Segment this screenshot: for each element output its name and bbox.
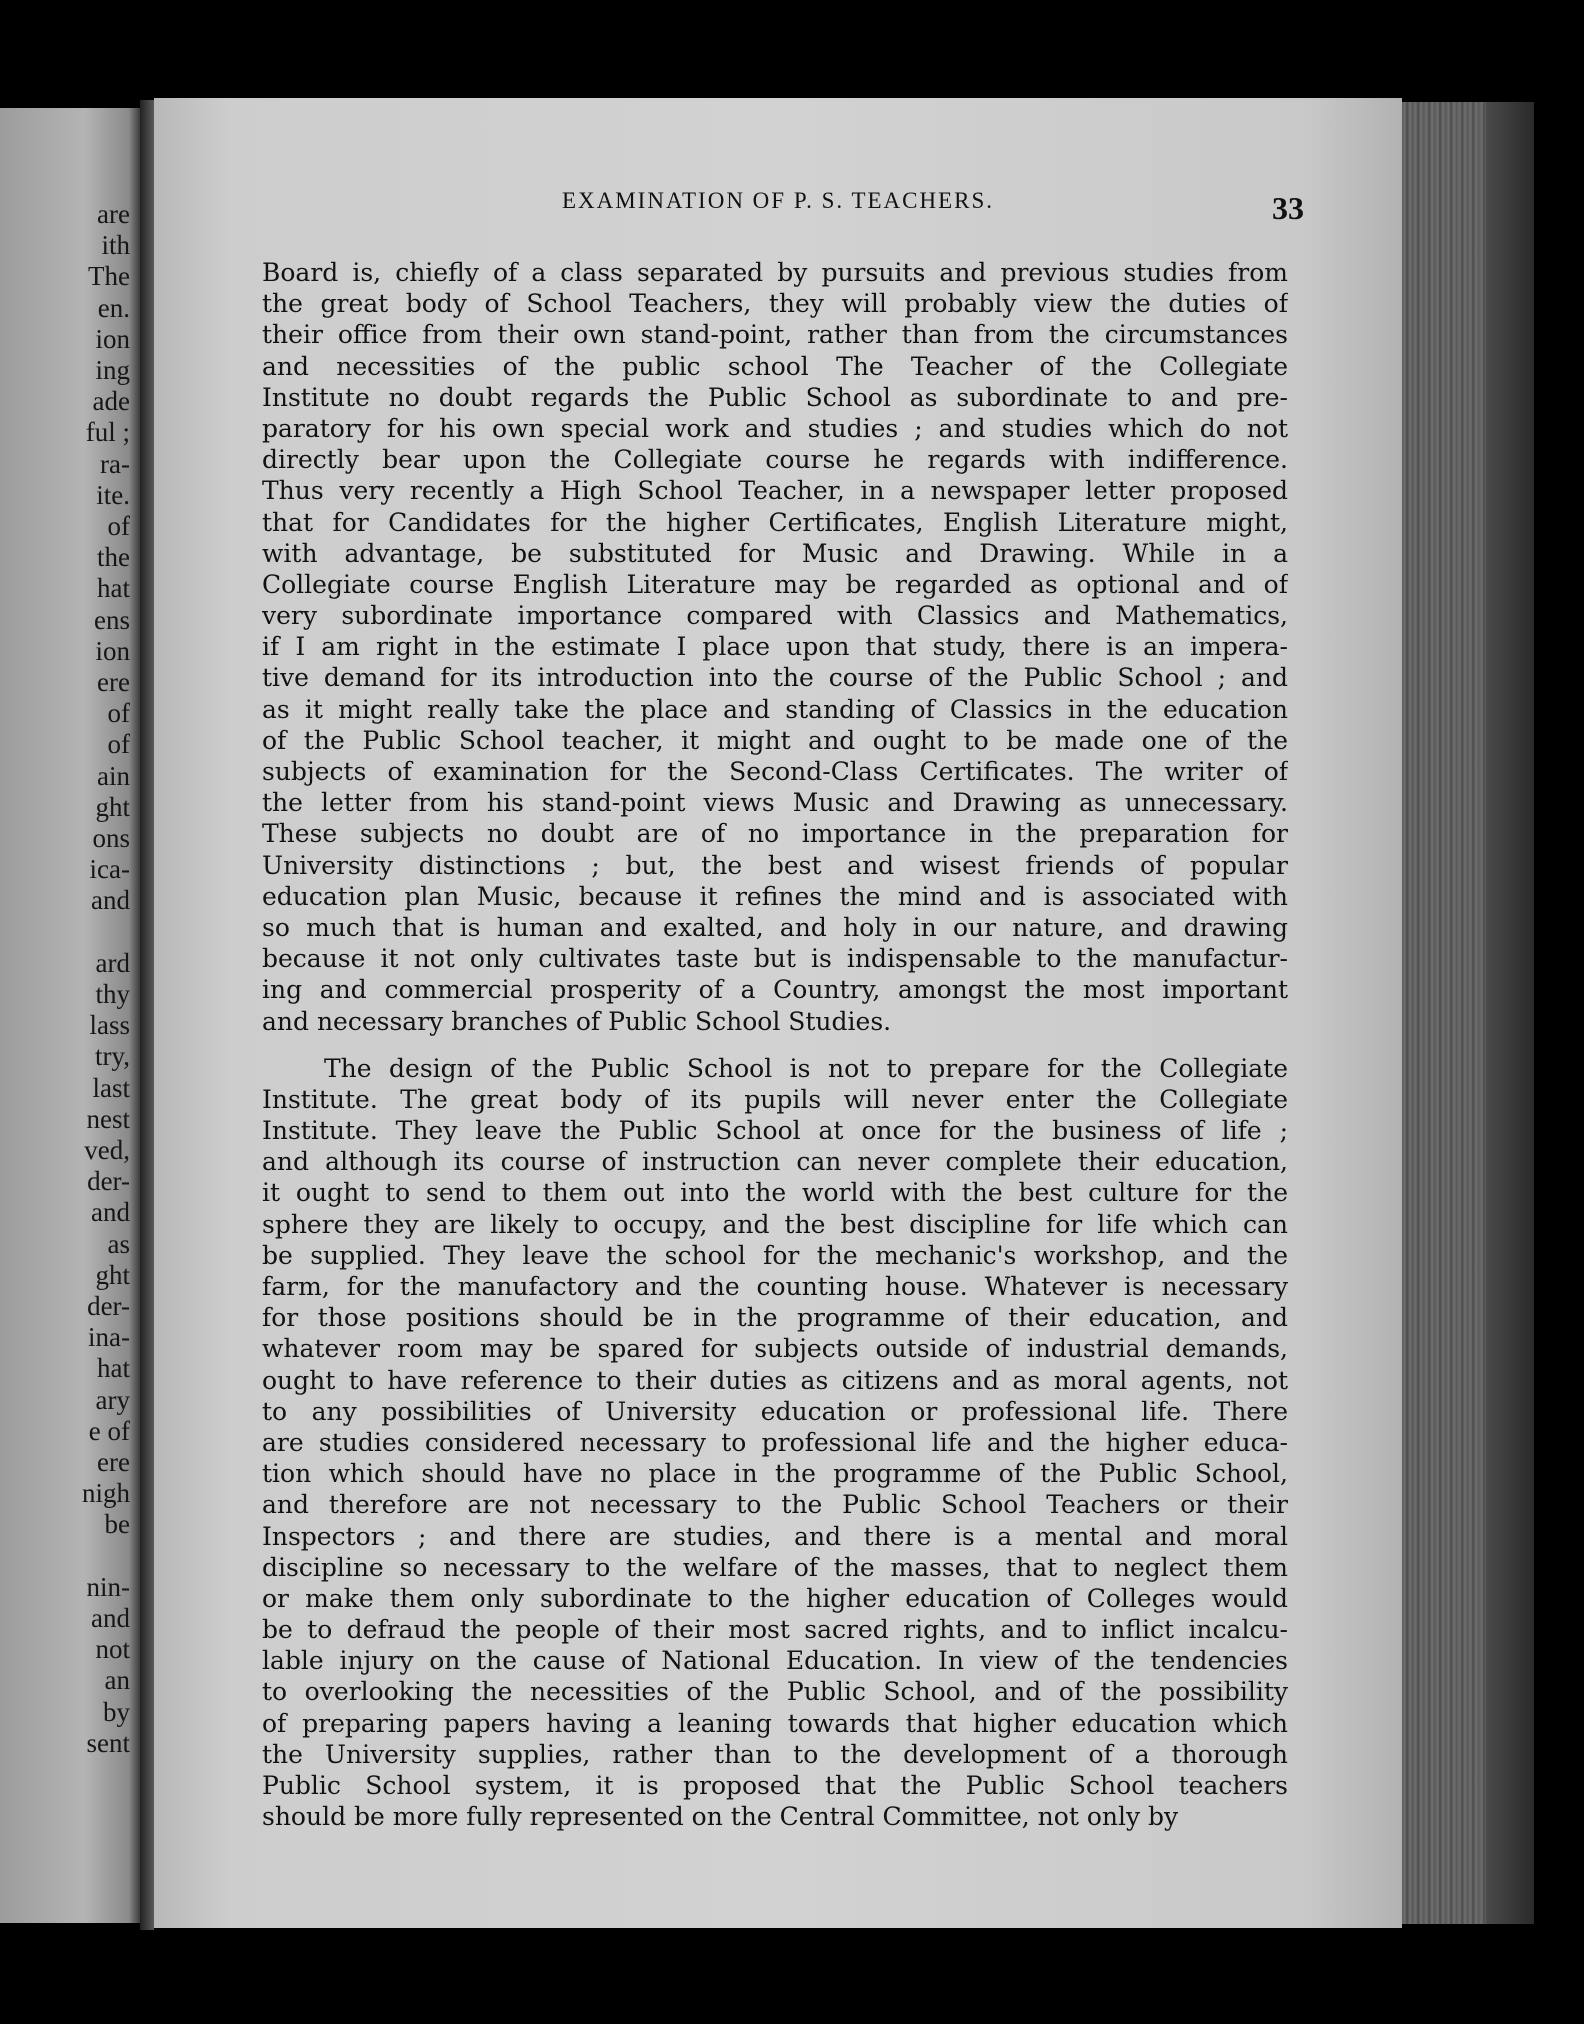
text-line: or make them only subordinate to the higher education of Colleges would — [262, 1583, 1288, 1613]
text-line: to any possibilities of University education or professional life. There — [262, 1396, 1288, 1426]
left-page-fragment: by — [103, 1696, 130, 1727]
left-page-fragment: ite. — [96, 479, 130, 510]
text-line: ought to have reference to their duties as citizens and as moral agents, not — [262, 1365, 1288, 1395]
running-head: EXAMINATION OF P. S. TEACHERS. — [561, 188, 995, 213]
left-page-fragment: ght — [95, 1259, 130, 1290]
text-line: for those positions should be in the programme of their education, and — [262, 1303, 1288, 1333]
left-page-fragment: e of — [88, 1415, 130, 1446]
left-page-fragment: nest — [86, 1103, 130, 1134]
text-line: The design of the Public School is not to prepare for the Collegiate — [324, 1053, 1288, 1083]
left-page-fragment: ere — [97, 1447, 130, 1477]
text-line: as it might really take the place and standing of Classics in the education — [262, 694, 1288, 724]
text-line: be to defraud the people of their most sacred rights, and to inflict incalcu- — [262, 1615, 1288, 1645]
left-page-fragment: of — [107, 729, 130, 760]
body-text — [262, 257, 1288, 1832]
paragraph-gap — [262, 1037, 1288, 1053]
text-line: because it not only cultivates taste but is indispensable to the manufactur- — [262, 944, 1288, 974]
text-line: should be more fully represented on the Central Committee, not only by — [262, 1802, 1179, 1832]
left-page-fragment: ere — [97, 667, 130, 697]
text-line: lable injury on the cause of National Education. In view of the tendencies — [262, 1646, 1288, 1676]
text-line: the letter from his stand-point views Music and Drawing as unnecessary. — [262, 788, 1288, 818]
left-page-fragment: ens — [94, 604, 130, 635]
left-page-fragment: sent — [86, 1727, 130, 1758]
text-line: whatever room may be spared for subjects outside of industrial demands, — [262, 1334, 1288, 1364]
left-page-fragment: last — [92, 1072, 130, 1103]
left-page-fragment: of — [107, 511, 130, 541]
left-page-fragment: ica- — [89, 854, 130, 885]
text-line: tion which should have no place in the programme of the Public School, — [262, 1459, 1288, 1489]
text-line: Institute no doubt regards the Public School as subordinate to and pre- — [262, 382, 1288, 412]
left-page-fragment: ina- — [88, 1322, 130, 1353]
left-page-fragment: of — [107, 698, 130, 729]
left-page-margin — [0, 108, 140, 1923]
left-page-fragment: ion — [95, 635, 130, 666]
text-line: the great body of School Teachers, they will probably view the duties of — [262, 289, 1288, 319]
text-line: Inspectors ; and there are studies, and there is a mental and moral — [262, 1521, 1288, 1551]
left-page-fragment: are — [97, 199, 130, 229]
left-page-fragment: der- — [87, 1166, 130, 1197]
left-page-fragment: ing — [95, 355, 130, 385]
text-line: paratory for his own special work and studies ; and studies which do not — [262, 413, 1288, 443]
text-line: of preparing papers having a leaning towards that higher education which — [262, 1708, 1288, 1738]
text-line: discipline so necessary to the welfare of the masses, that to neglect them — [262, 1552, 1288, 1582]
text-line: tive demand for its introduction into the course of the Public School ; and — [262, 663, 1288, 693]
text-line: if I am right in the estimate I place upon that study, there is an impera- — [262, 632, 1288, 662]
text-line: farm, for the manufactory and the counting house. Whatever is necessary — [262, 1272, 1288, 1301]
text-line: and necessities of the public school The Teacher of the Collegiate — [262, 351, 1288, 381]
text-line: University distinctions ; but, the best and wisest friends of popular — [262, 850, 1288, 880]
left-page-fragment: ard — [95, 947, 130, 978]
left-page-fragment: nin- — [86, 1571, 130, 1602]
left-page-fragment: hat — [97, 1353, 130, 1384]
left-page-fragment: ith — [101, 230, 130, 261]
text-line: are studies considered necessary to professional life and the higher educa- — [262, 1427, 1288, 1457]
text-line: that for Candidates for the higher Certificates, English Literature might, — [262, 507, 1288, 537]
left-page-fragment: as — [107, 1228, 130, 1259]
left-page-fragment: The — [88, 261, 130, 292]
text-line: it ought to send to them out into the world with the best culture for the — [262, 1178, 1288, 1208]
text-line: Institute. The great body of its pupils will never enter the Collegiate — [262, 1084, 1288, 1114]
left-page-fragment: an — [104, 1665, 130, 1696]
text-line: with advantage, be substituted for Music and Drawing. While in a — [262, 538, 1288, 568]
left-page-fragment: and — [91, 1603, 130, 1633]
left-page-fragment: ain — [97, 760, 130, 791]
left-page-fragment: ons — [92, 823, 130, 853]
text-line: so much that is human and exalted, and holy in our nature, and drawing — [262, 912, 1288, 942]
text-line: These subjects no doubt are of no importance in the preparation for — [262, 819, 1288, 849]
left-page-fragment: der- — [87, 1291, 130, 1321]
text-line: Thus very recently a High School Teacher, in a newspaper letter proposed — [262, 476, 1288, 506]
paragraph — [262, 257, 1288, 1037]
left-page-fragment: ion — [95, 323, 130, 354]
left-page-fragment: ved, — [84, 1135, 130, 1165]
left-page-fragment: try, — [95, 1041, 130, 1072]
left-page-fragment: ra- — [100, 448, 130, 479]
text-line: the University supplies, rather than to the development of a thorough — [262, 1739, 1288, 1769]
left-page-fragment: and — [91, 885, 130, 916]
left-page-fragment: hat — [97, 573, 130, 604]
text-line: and therefore are not necessary to the Public School Teachers or their — [262, 1490, 1288, 1520]
text-line: Institute. They leave the Public School at once for the business of life ; — [262, 1116, 1288, 1146]
text-line: to overlooking the necessities of the Public School, and of the possibility — [262, 1677, 1288, 1707]
left-page-fragment: thy — [95, 979, 130, 1009]
text-line: Board is, chiefly of a class separated by pursuits and previous studies from — [262, 258, 1288, 287]
text-line: of the Public School teacher, it might and ought to be made one of the — [262, 725, 1288, 755]
page-edges — [1402, 102, 1534, 1924]
left-page-fragment: ful ; — [85, 417, 130, 448]
text-line: their office from their own stand-point, rather than from the circumstances — [262, 320, 1288, 350]
page-number: 33 — [1272, 190, 1304, 226]
left-page-fragment: en. — [97, 292, 130, 323]
left-page-fragment: and — [91, 1197, 130, 1228]
left-page-fragment: ght — [95, 791, 130, 822]
text-line: ing and commercial prosperity of a Country, amongst the most important — [262, 975, 1288, 1005]
left-page-fragment: not — [95, 1634, 130, 1665]
paragraph — [262, 1053, 1288, 1833]
text-line: directly bear upon the Collegiate course he regards with indifference. — [262, 445, 1288, 475]
text-line: education plan Music, because it refines the mind and is associated with — [262, 881, 1288, 911]
text-line: very subordinate importance compared with Classics and Mathematics, — [262, 601, 1288, 631]
text-line: sphere they are likely to occupy, and the best discipline for life which can — [262, 1209, 1288, 1239]
text-line: Public School system, it is proposed that the Public School teachers — [262, 1771, 1288, 1800]
text-line: be supplied. They leave the school for the mechanic's workshop, and the — [262, 1240, 1288, 1270]
book-gutter — [140, 100, 154, 1930]
left-page-fragment: lass — [89, 1010, 130, 1041]
left-page-fragment: ade — [92, 386, 130, 417]
text-line: and necessary branches of Public School Studies. — [262, 1006, 892, 1036]
left-page-fragment: ary — [95, 1384, 130, 1415]
text-line: and although its course of instruction can never complete their education, — [262, 1147, 1288, 1177]
left-page-fragment: nigh — [81, 1478, 130, 1509]
text-line: Collegiate course English Literature may be regarded as optional and of — [262, 569, 1288, 599]
text-line: subjects of examination for the Second-Class Certificates. The writer of — [262, 757, 1288, 786]
left-page-fragment: be — [104, 1509, 130, 1540]
left-page-fragment: the — [97, 542, 130, 573]
